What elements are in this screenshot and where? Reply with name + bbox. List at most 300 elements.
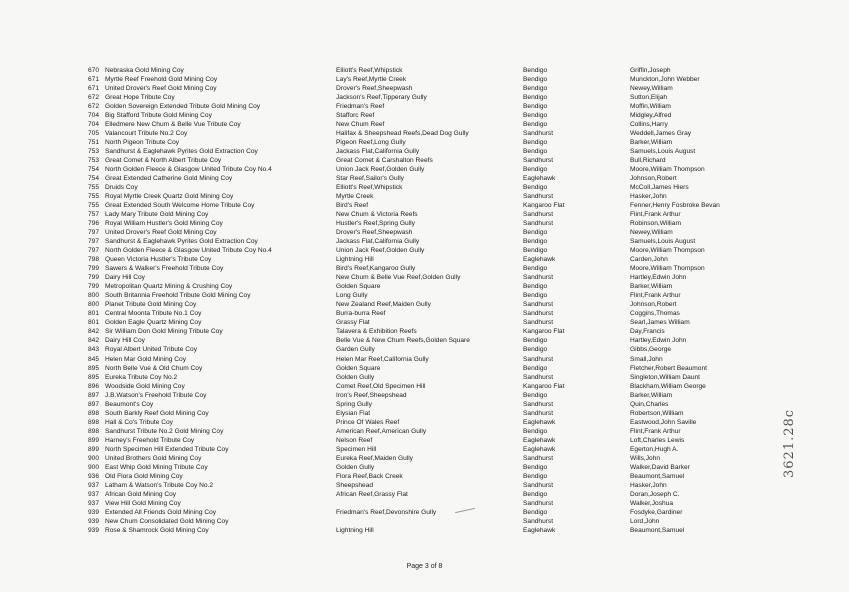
table-row (0, 93, 849, 102)
owner: Carden,John (630, 256, 668, 264)
table-row (0, 156, 849, 165)
location: Friedman's Reef (336, 103, 385, 111)
table-row (0, 490, 849, 499)
table-row (0, 102, 849, 111)
entry-number: 671 (88, 85, 100, 93)
entry-number: 797 (88, 229, 100, 237)
company-name: United Drover's Reef Gold Mining Coy (105, 229, 217, 237)
owner: Coggins,Thomas (630, 310, 680, 318)
owner: Quin,Charles (630, 400, 669, 408)
district: Eaglehawk (523, 256, 556, 264)
company-name: Great Extended Catherine Gold Mining Coy (105, 175, 233, 183)
company-name: Old Flora Gold Mining Coy (105, 472, 183, 480)
district: Kangaroo Flat (523, 202, 565, 210)
district: Sandhurst (523, 157, 554, 165)
entry-number: 898 (88, 427, 100, 435)
company-name: Extended All Friends Gold Mining Coy (105, 508, 217, 516)
owner: Collins,Harry (630, 121, 668, 129)
district: Sandhurst (523, 319, 554, 327)
entry-number: 672 (88, 94, 100, 102)
entry-number: 753 (88, 157, 100, 165)
entry-number: 797 (88, 238, 100, 246)
table-row (0, 345, 849, 354)
entry-number: 897 (88, 400, 100, 408)
entry-number: 757 (88, 211, 100, 219)
district: Eaglehawk (523, 436, 556, 444)
location: New Chum Reef (336, 121, 385, 129)
owner: Gibbs,George (630, 346, 672, 354)
table-row (0, 147, 849, 156)
table-row (0, 273, 849, 282)
table-row (0, 400, 849, 409)
owner: Singleton,William Daunt (630, 373, 700, 381)
entry-number: 799 (88, 274, 100, 282)
company-name: Woodside Gold Mining Coy (105, 382, 185, 390)
location: Lay's Reef,Myrtle Creek (336, 76, 407, 84)
company-name: Sandhurst & Eaglehawk Pyrites Gold Extraction Coy (105, 238, 258, 246)
entry-number: 895 (88, 364, 100, 372)
district: Bendigo (523, 490, 548, 498)
company-name: Myrtle Reef Freehold Gold Mining Coy (105, 76, 218, 84)
company-name: East Whip Gold Mining Tribute Coy (105, 463, 208, 471)
table-row (0, 382, 849, 391)
handwritten-margin-note: 3621.28c (782, 408, 797, 478)
location: Burra-burra Reef (336, 310, 386, 318)
company-name: North Belle Vue & Old Chum Coy (105, 364, 203, 372)
entry-number: 842 (88, 337, 100, 345)
entry-number: 704 (88, 112, 100, 120)
company-name: J.B.Watson's Freehold Tribute Coy (105, 391, 207, 399)
company-name: Royal Albert United Tribute Coy (105, 346, 197, 354)
district: Sandhurst (523, 211, 554, 219)
owner: Weddell,James Gray (630, 130, 692, 138)
owner: Moore,William Thompson (630, 166, 705, 174)
page-footer: Page 3 of 8 (406, 563, 443, 570)
entry-number: 753 (88, 148, 100, 156)
company-name: Sandhurst Tribute No.2 Gold Mining Coy (105, 427, 224, 435)
owner: Newey,William (630, 229, 673, 237)
owner: Fenner,Henry Fosbroke Bevan (630, 202, 720, 210)
owner: Beaumont,Samuel (630, 526, 685, 534)
entry-number: 843 (88, 346, 100, 354)
table-row (0, 481, 849, 490)
district: Sandhurst (523, 355, 554, 363)
owner: Day,Francis (630, 328, 665, 336)
company-name: Elledmere New Chum & Belle Vue Tribute Coy (105, 121, 241, 129)
district: Sandhurst (523, 517, 554, 525)
location: Bird's Reef,Kangaroo Gully (336, 265, 416, 273)
district: Sandhurst (523, 310, 554, 318)
entry-number: 800 (88, 301, 100, 309)
district: Kangaroo Flat (523, 382, 565, 390)
entry-number: 937 (88, 490, 100, 498)
location: New Chum & Victoria Reefs (336, 211, 418, 219)
district: Bendigo (523, 247, 548, 255)
location: Pigeon Reef,Long Gully (336, 139, 406, 147)
company-name: Harney's Freehold Tribute Coy (105, 436, 195, 444)
entry-number: 755 (88, 193, 100, 201)
company-name: Sir William Don Gold Mining Tribute Coy (105, 328, 223, 336)
register-table (0, 66, 849, 535)
table-row (0, 526, 849, 535)
owner: Newey,William (630, 85, 673, 93)
table-row (0, 75, 849, 84)
district: Sandhurst (523, 481, 554, 489)
owner: Barker,William (630, 139, 673, 147)
table-row (0, 120, 849, 129)
owner: Flint,Frank Arthur (630, 211, 681, 219)
table-row (0, 201, 849, 210)
owner: Moore,William Thompson (630, 265, 705, 273)
district: Sandhurst (523, 400, 554, 408)
district: Bendigo (523, 283, 548, 291)
location: Union Jack Reef,Golden Gully (336, 247, 425, 255)
company-name: Central Moonta Tribute No.1 Coy (105, 310, 202, 318)
company-name: New Chum Consolidated Gold Mining Coy (105, 517, 229, 525)
owner: Moffin,William (630, 103, 671, 111)
entry-number: 755 (88, 184, 100, 192)
location: Jackass Flat,California Gully (336, 148, 420, 156)
owner: Flint,Frank Arthur (630, 292, 681, 300)
entry-number: 796 (88, 220, 100, 228)
table-row (0, 364, 849, 373)
entry-number: 939 (88, 517, 100, 525)
table-row (0, 111, 849, 120)
owner: Moore,William Thompson (630, 247, 705, 255)
entry-number: 801 (88, 310, 100, 318)
table-row (0, 336, 849, 345)
location: Drover's Reef,Sheepwash (336, 85, 413, 93)
owner: Samuels,Louis August (630, 238, 696, 246)
entry-number: 670 (88, 67, 100, 74)
location: Stafforc Reef (336, 112, 375, 120)
entry-number: 754 (88, 166, 100, 174)
location: Prince Of Wales Reef (336, 418, 400, 426)
district: Bendigo (523, 337, 548, 345)
entry-number: 898 (88, 418, 100, 426)
company-name: Nebraska Gold Mining Coy (105, 67, 184, 74)
owner: Bull,Richard (630, 157, 666, 165)
entry-number: 900 (88, 463, 100, 471)
district: Bendigo (523, 103, 548, 111)
entry-number: 939 (88, 508, 100, 516)
table-row (0, 445, 849, 454)
owner: Searl,James William (630, 319, 690, 327)
owner: Johnson,Robert (630, 175, 677, 183)
owner: Hartley,Edwin John (630, 274, 687, 282)
table-row (0, 282, 849, 291)
entry-number: 936 (88, 472, 100, 480)
location: Golden Gully (336, 463, 375, 471)
district: Bendigo (523, 85, 548, 93)
table-row (0, 174, 849, 183)
table-row (0, 309, 849, 318)
district: Bendigo (523, 472, 548, 480)
entry-number: 799 (88, 283, 100, 291)
owner: Lord,John (630, 517, 660, 525)
company-name: Helen Mar Gold Mining Coy (105, 355, 186, 363)
company-name: Sawers & Walker's Freehold Tribute Coy (105, 265, 224, 273)
owner: Robertson,William (630, 409, 684, 417)
company-name: Valancourt Tribute No.2 Coy (105, 130, 188, 138)
company-name: United Brothers Gold Mining Coy (105, 454, 202, 462)
table-row (0, 318, 849, 327)
location: Golden Square (336, 364, 381, 372)
location: Helen Mar Reef,California Gully (336, 355, 429, 363)
owner: Flint,Frank Arthur (630, 427, 681, 435)
company-name: United Drover's Reef Gold Mining Coy (105, 85, 217, 93)
location: New Zealand Reef,Maiden Gully (336, 301, 431, 309)
location: African Reef,Grassy Flat (336, 490, 408, 498)
company-name: North Pigeon Tribute Coy (105, 139, 180, 147)
table-row (0, 183, 849, 192)
location: Belle Vue & New Chum Reefs,Golden Square (336, 337, 470, 345)
company-name: Latham & Watson's Tribute Coy No.2 (105, 481, 214, 489)
district: Sandhurst (523, 301, 554, 309)
company-name: Lady Mary Tribute Gold Mining Coy (105, 211, 209, 219)
entry-number: 900 (88, 454, 100, 462)
district: Bendigo (523, 112, 548, 120)
location: Golden Square (336, 283, 381, 291)
owner: Samuels,Louis August (630, 148, 696, 156)
entry-number: 797 (88, 247, 100, 255)
entry-number: 899 (88, 436, 100, 444)
entry-number: 937 (88, 499, 100, 507)
company-name: Royal William Hustler's Gold Mining Coy (105, 220, 223, 228)
table-row (0, 427, 849, 436)
entry-number: 801 (88, 319, 100, 327)
owner: Munckton,John Webber (630, 76, 700, 84)
owner: Doran,Joseph C. (630, 490, 680, 498)
owner: Fletcher,Robert Beaumont (630, 364, 707, 372)
location: Flora Reef,Back Creek (336, 472, 403, 480)
owner: Blackham,William George (630, 382, 706, 390)
location: Bird's Reef (336, 202, 369, 210)
location: Jackson's Reef,Tipperary Gully (336, 94, 427, 102)
table-row (0, 418, 849, 427)
district: Sandhurst (523, 193, 554, 201)
entry-number: 939 (88, 526, 100, 534)
table-row (0, 255, 849, 264)
location: Sheepshead (336, 481, 374, 489)
company-name: Golden Eagle Quartz Mining Coy (105, 319, 202, 327)
table-row (0, 454, 849, 463)
entry-number: 751 (88, 139, 100, 147)
district: Kangaroo Flat (523, 328, 565, 336)
location: Elliott's Reef,Whipstick (336, 67, 403, 74)
entry-number: 895 (88, 373, 100, 381)
district: Bendigo (523, 139, 548, 147)
district: Eaglehawk (523, 418, 556, 426)
location: Elysian Flat (336, 409, 371, 417)
table-row (0, 210, 849, 219)
company-name: Queen Victoria Hustler's Tribute Coy (105, 256, 212, 264)
owner: McColl,James Hiers (630, 184, 689, 192)
company-name: Rose & Shamrock Gold Mining Coy (105, 526, 209, 534)
location: Halifax & Sheepshead Reefs,Dead Dog Gully (336, 130, 469, 138)
district: Sandhurst (523, 499, 554, 507)
district: Eaglehawk (523, 526, 556, 534)
table-row (0, 391, 849, 400)
district: Bendigo (523, 67, 548, 74)
company-name: Great Extended South Welcome Home Tribute Coy (105, 202, 255, 210)
district: Eaglehawk (523, 445, 556, 453)
district: Bendigo (523, 94, 548, 102)
district: Bendigo (523, 346, 548, 354)
table-row (0, 300, 849, 309)
company-name: South Britannia Freehold Tribute Gold Mining Coy (105, 292, 251, 300)
district: Sandhurst (523, 409, 554, 417)
company-name: Big Stafford Tribute Gold Mining Coy (105, 112, 212, 120)
entry-number: 898 (88, 409, 100, 417)
company-name: View Hill Gold Mining Coy (105, 499, 181, 507)
district: Bendigo (523, 229, 548, 237)
company-name: Sandhurst & Eaglehawk Pyrites Gold Extraction Coy (105, 148, 258, 156)
district: Sandhurst (523, 130, 554, 138)
table-row (0, 436, 849, 445)
location: Great Comet & Carshalton Reefs (336, 157, 433, 165)
table-row (0, 327, 849, 336)
location: Elliott's Reef,Whipstick (336, 184, 403, 192)
owner: Hasker,John (630, 193, 667, 201)
district: Bendigo (523, 184, 548, 192)
owner: Small,John (630, 355, 663, 363)
owner: Barker,William (630, 391, 673, 399)
entry-number: 799 (88, 265, 100, 273)
table-row (0, 84, 849, 93)
owner: Beaumont,Samuel (630, 472, 685, 480)
owner: Barker,William (630, 283, 673, 291)
location: Specimen Hill (336, 445, 377, 453)
table-row (0, 291, 849, 300)
location: Drover's Reef,Sheepwash (336, 229, 413, 237)
company-name: Druids Coy (105, 184, 138, 192)
location: Jackass Flat,California Gully (336, 238, 420, 246)
company-name: African Gold Mining Coy (105, 490, 177, 498)
company-name: Dairy Hill Coy (105, 274, 145, 282)
table-row (0, 355, 849, 364)
owner: Johnson,Robert (630, 301, 677, 309)
company-name: Great Comet & North Albert Tribute Coy (105, 157, 222, 165)
company-name: Eureka Tribute Coy No.2 (105, 373, 178, 381)
location: Lightning Hill (336, 526, 374, 534)
owner: Egerton,Hugh A. (630, 445, 679, 453)
location: Garden Gully (336, 346, 375, 354)
location: American Reef,American Gully (336, 427, 427, 435)
location: Comet Reef,Old Specimen Hill (336, 382, 426, 390)
table-row (0, 264, 849, 273)
location: Friedman's Reef,Devonshire Gully (336, 508, 437, 516)
company-name: Beaumont's Coy (105, 400, 154, 408)
entry-number: 705 (88, 130, 100, 138)
table-row (0, 129, 849, 138)
district: Bendigo (523, 427, 548, 435)
district: Sandhurst (523, 220, 554, 228)
company-name: Metropolitan Quartz Mining & Crushing Coy (105, 283, 233, 291)
location: Talavera & Exhibition Reefs (336, 328, 417, 336)
table-row (0, 219, 849, 228)
location: Nelson Reef (336, 436, 373, 444)
district: Bendigo (523, 292, 548, 300)
entry-number: 672 (88, 103, 100, 111)
owner: Walker,David Barker (630, 463, 690, 471)
entry-number: 897 (88, 391, 100, 399)
district: Bendigo (523, 238, 548, 246)
entry-number: 704 (88, 121, 100, 129)
company-name: Great Hope Tribute Coy (105, 94, 175, 102)
table-row (0, 463, 849, 472)
company-name: North Golden Fleece & Glasgow United Tribute Coy No.4 (105, 166, 272, 174)
company-name: Golden Sovereign Extended Tribute Gold Mining Coy (105, 103, 261, 111)
table-row (0, 409, 849, 418)
location: Grassy Flat (336, 319, 370, 327)
district: Bendigo (523, 508, 548, 516)
location: Long Gully (336, 292, 368, 300)
company-name: Royal Myrtle Creek Quartz Gold Mining Coy (105, 193, 234, 201)
table-row (0, 138, 849, 147)
location: Spring Gully (336, 400, 372, 408)
entry-number: 899 (88, 445, 100, 453)
owner: Walker,Joshua (630, 499, 674, 507)
district: Bendigo (523, 76, 548, 84)
table-row (0, 237, 849, 246)
company-name: North Golden Fleece & Glasgow United Tribute Coy No.4 (105, 247, 272, 255)
table-row (0, 246, 849, 255)
location: Hustler's Reef,Spring Gully (336, 220, 415, 228)
district: Sandhurst (523, 373, 554, 381)
table-row (0, 499, 849, 508)
company-name: Planet Tribute Gold Mining Coy (105, 301, 197, 309)
entry-number: 798 (88, 256, 100, 264)
company-name: South Barkly Reef Gold Mining Coy (105, 409, 209, 417)
location: Star Reef,Sailor's Gully (336, 175, 404, 183)
owner: Fosdyke,Gardiner (630, 508, 683, 516)
district: Bendigo (523, 265, 548, 273)
company-name: Dairy Hill Coy (105, 337, 145, 345)
owner: Hasker,John (630, 481, 667, 489)
entry-number: 842 (88, 328, 100, 336)
entry-number: 755 (88, 202, 100, 210)
owner: Sutton,Elijah (630, 94, 668, 102)
table-row (0, 373, 849, 382)
district: Bendigo (523, 121, 548, 129)
owner: Robinson,William (630, 220, 681, 228)
district: Bendigo (523, 463, 548, 471)
district: Bendigo (523, 166, 548, 174)
entry-number: 937 (88, 481, 100, 489)
table-row (0, 228, 849, 237)
location: Iron's Reef,Sheepshead (336, 391, 407, 399)
owner: Midgley,Alfred (630, 112, 672, 120)
table-row (0, 66, 849, 75)
district: Sandhurst (523, 274, 554, 282)
table-row (0, 517, 849, 526)
entry-number: 896 (88, 382, 100, 390)
entry-number: 845 (88, 355, 100, 363)
owner: Eastwood,John Saville (630, 418, 697, 426)
district: Sandhurst (523, 454, 554, 462)
entry-number: 754 (88, 175, 100, 183)
table-row (0, 192, 849, 201)
company-name: North Specimen Hill Extended Tribute Coy (105, 445, 229, 453)
table-row (0, 165, 849, 174)
district: Eaglehawk (523, 175, 556, 183)
owner: Hartley,Edwin John (630, 337, 687, 345)
entry-number: 800 (88, 292, 100, 300)
table-row (0, 508, 849, 517)
location: Eureka Reef,Maiden Gully (336, 454, 413, 462)
table-row (0, 472, 849, 481)
